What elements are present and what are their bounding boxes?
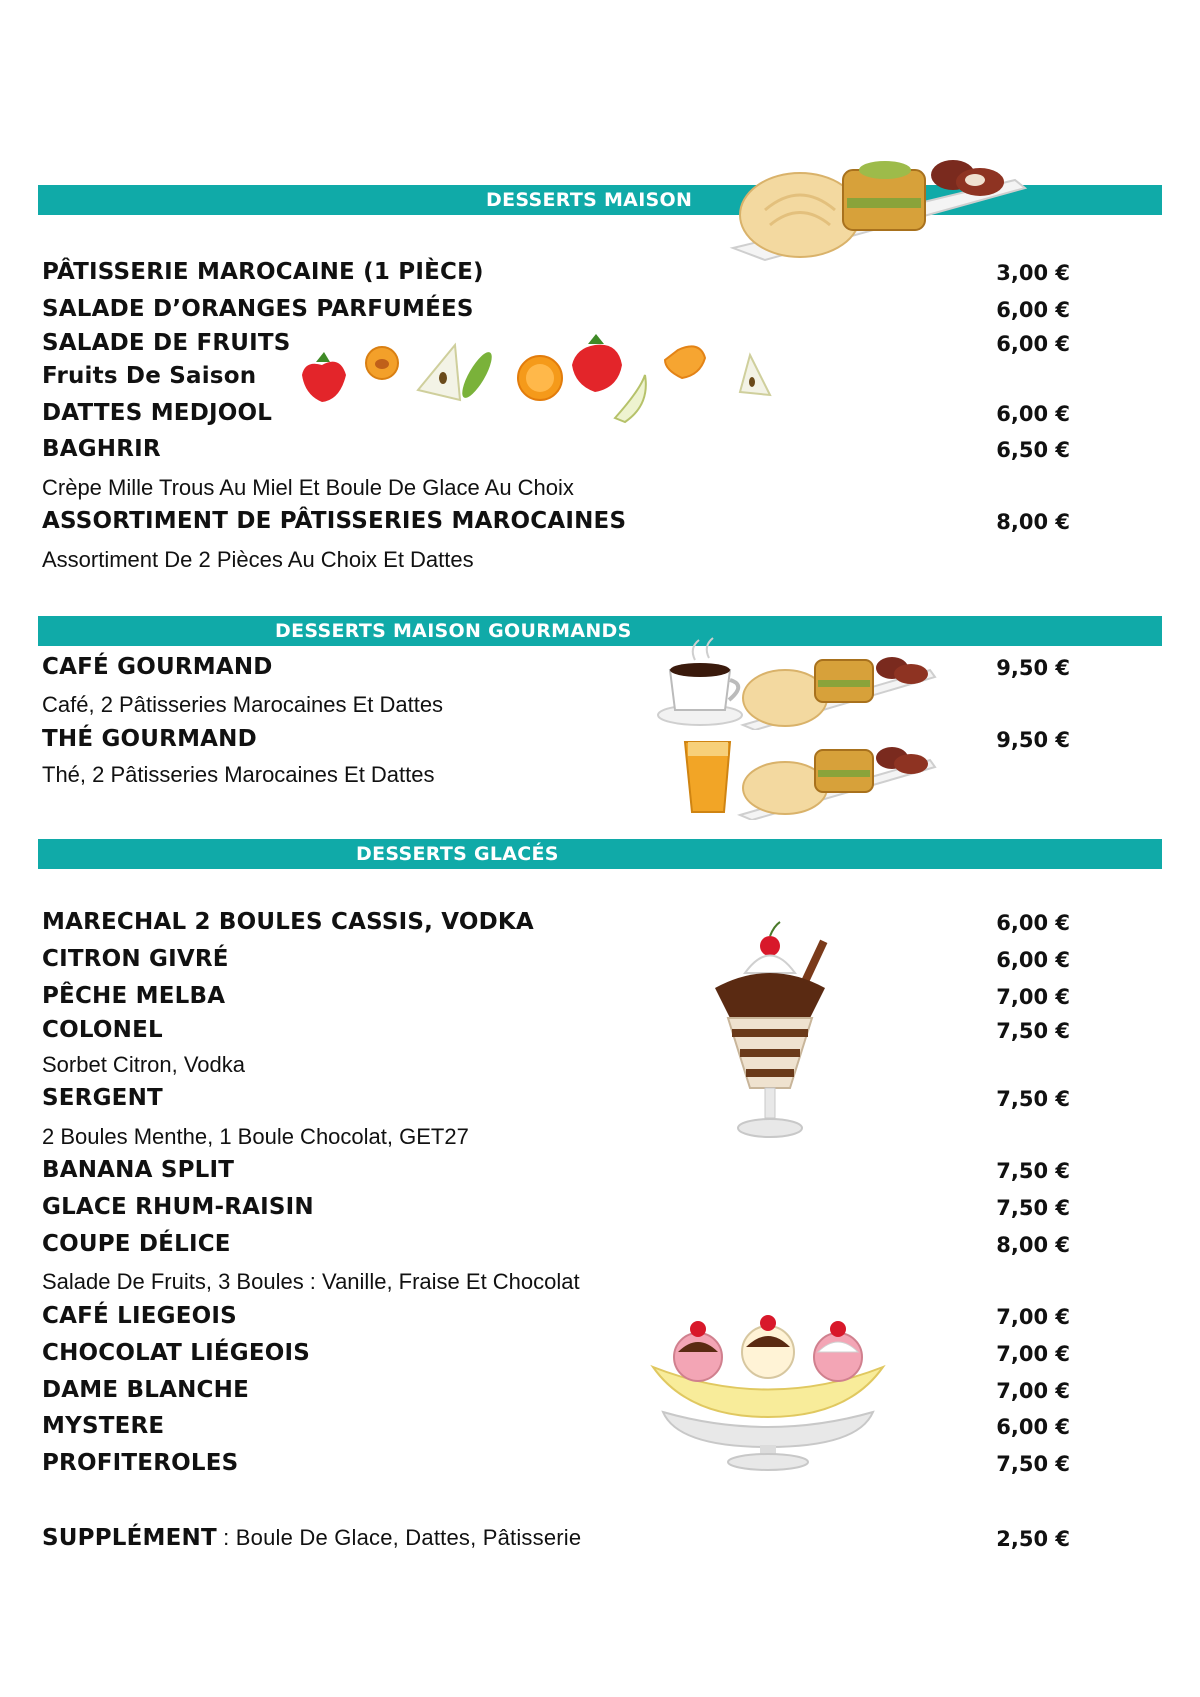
price-sergent: 7,50 €	[996, 1087, 1070, 1111]
item-dame-blanche: DAME BLANCHE	[42, 1377, 249, 1403]
item-sergent: SERGENT	[42, 1085, 163, 1111]
mint-tea-glass-icon	[680, 730, 940, 820]
price-assortiment: 8,00 €	[996, 510, 1070, 534]
item-citron-givre: CITRON GIVRÉ	[42, 946, 229, 972]
item-coupe-delice: COUPE DÉLICE	[42, 1231, 231, 1257]
desc-cafe-gourmand: Café, 2 Pâtisseries Marocaines Et Dattes	[42, 692, 444, 717]
section-title: DESSERTS GLACÉS	[356, 843, 559, 865]
item-chocolat-liegeois: CHOCOLAT LIÉGEOIS	[42, 1340, 311, 1366]
desc-sergent: 2 Boules Menthe, 1 Boule Chocolat, GET27	[42, 1124, 469, 1149]
banana-split-icon	[648, 1297, 888, 1477]
sundae-icon	[710, 918, 840, 1153]
supplement-label: SUPPLÉMENT	[42, 1525, 217, 1551]
item-the-gourmand: THÉ GOURMAND	[42, 726, 257, 752]
desc-colonel: Sorbet Citron, Vodka	[42, 1052, 246, 1077]
section-title: DESSERTS MAISON	[486, 189, 693, 211]
item-colonel: COLONEL	[42, 1017, 163, 1043]
price-dame-blanche: 7,00 €	[996, 1379, 1070, 1403]
price-patisserie-marocaine: 3,00 €	[996, 261, 1070, 285]
item-salade-fruits-sub: Fruits De Saison	[42, 363, 257, 389]
section-band-desserts-glaces	[38, 839, 1162, 869]
price-salade-fruits: 6,00 €	[996, 332, 1070, 356]
item-glace-rhum-raisin: GLACE RHUM-RAISIN	[42, 1194, 314, 1220]
desc-assortiment: Assortiment De 2 Pièces Au Choix Et Dattes	[42, 547, 474, 572]
item-cafe-liegeois: CAFÉ LIEGEOIS	[42, 1303, 237, 1329]
price-cafe-gourmand: 9,50 €	[996, 656, 1070, 680]
section-title: DESSERTS MAISON GOURMANDS	[275, 620, 632, 642]
item-profiteroles: PROFITEROLES	[42, 1450, 239, 1476]
price-citron-givre: 6,00 €	[996, 948, 1070, 972]
price-coupe-delice: 8,00 €	[996, 1233, 1070, 1257]
item-mystere: MYSTERE	[42, 1413, 165, 1439]
price-banana-split: 7,50 €	[996, 1159, 1070, 1183]
supplement-desc: : Boule De Glace, Dattes, Pâtisserie	[216, 1525, 582, 1550]
price-peche-melba: 7,00 €	[996, 985, 1070, 1009]
price-marechal: 6,00 €	[996, 911, 1070, 935]
price-glace-rhum-raisin: 7,50 €	[996, 1196, 1070, 1220]
price-baghrir: 6,50 €	[996, 438, 1070, 462]
item-banana-split: BANANA SPLIT	[42, 1157, 235, 1183]
section-band-desserts-gourmands	[38, 616, 1162, 646]
price-the-gourmand: 9,50 €	[996, 728, 1070, 752]
item-marechal: MARECHAL 2 BOULES CASSIS, VODKA	[42, 909, 534, 935]
pastry-plate-icon	[725, 140, 1035, 265]
item-baghrir: BAGHRIR	[42, 436, 161, 462]
coffee-cup-icon	[655, 630, 940, 730]
price-dattes-medjool: 6,00 €	[996, 402, 1070, 426]
item-peche-melba: PÊCHE MELBA	[42, 983, 226, 1009]
desc-the-gourmand: Thé, 2 Pâtisseries Marocaines Et Dattes	[42, 762, 435, 787]
price-profiteroles: 7,50 €	[996, 1452, 1070, 1476]
item-patisserie-marocaine: PÂTISSERIE MAROCAINE (1 PIÈCE)	[42, 259, 484, 285]
price-salade-oranges: 6,00 €	[996, 298, 1070, 322]
item-cafe-gourmand: CAFÉ GOURMAND	[42, 654, 273, 680]
price-chocolat-liegeois: 7,00 €	[996, 1342, 1070, 1366]
desc-baghrir: Crèpe Mille Trous Au Miel Et Boule De Glace Au Choix	[42, 475, 574, 500]
price-supplement: 2,50 €	[996, 1527, 1070, 1551]
supplement-line	[42, 1525, 581, 1551]
item-assortiment: ASSORTIMENT DE PÂTISSERIES MAROCAINES	[42, 508, 627, 534]
item-salade-fruits: SALADE DE FRUITS	[42, 330, 291, 356]
desc-coupe-delice: Salade De Fruits, 3 Boules : Vanille, Fraise Et Chocolat	[42, 1269, 580, 1294]
fruit-row-icon	[300, 330, 790, 425]
price-cafe-liegeois: 7,00 €	[996, 1305, 1070, 1329]
price-mystere: 6,00 €	[996, 1415, 1070, 1439]
item-dattes-medjool: DATTES MEDJOOL	[42, 400, 273, 426]
price-colonel: 7,50 €	[996, 1019, 1070, 1043]
item-salade-oranges: SALADE D’ORANGES PARFUMÉES	[42, 296, 474, 322]
